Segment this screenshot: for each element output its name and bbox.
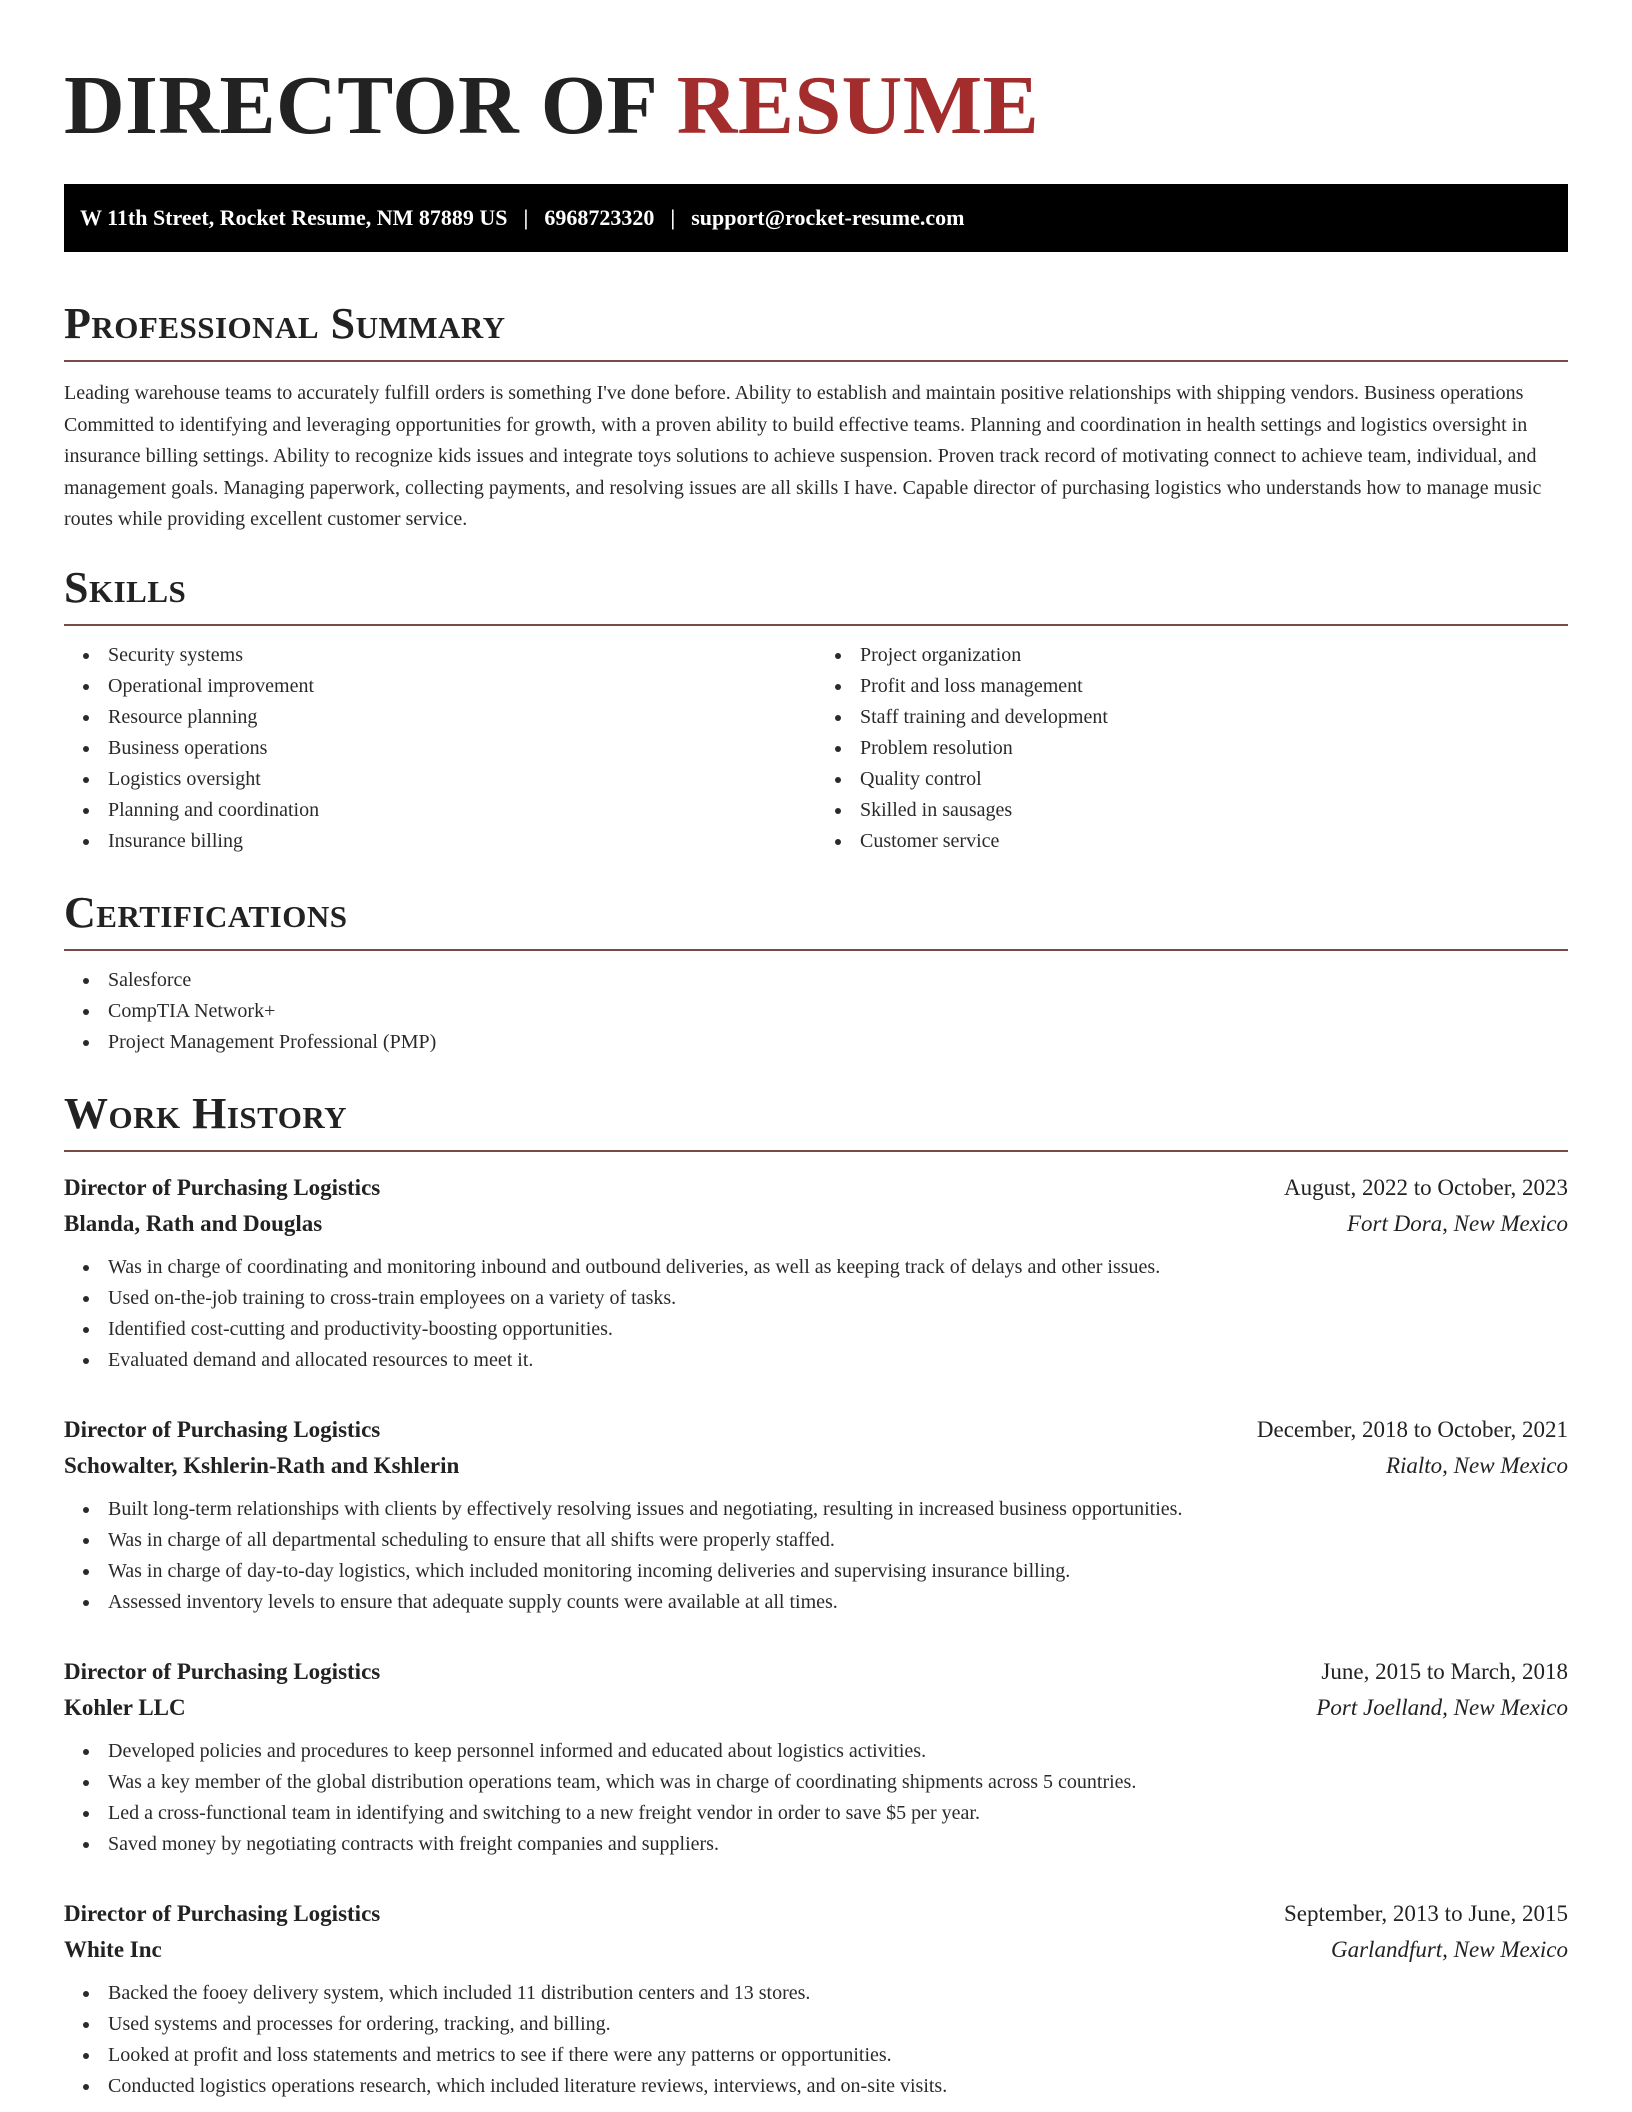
job-title: Director of Purchasing Logistics: [64, 1174, 381, 1200]
contact-phone: 6968723320: [544, 205, 655, 230]
section-title-work-history: Work History: [64, 1088, 348, 1138]
job-bullet: Backed the fooey delivery system, which included 11 distribution centers and 13 stores.: [108, 1978, 1568, 2009]
skills-list-right: [816, 640, 1568, 857]
job-company-row: [64, 1448, 1568, 1484]
certifications-list: [64, 965, 1568, 1058]
name-first: DIRECTOR OF: [64, 59, 656, 152]
contact-bar: [64, 184, 1568, 252]
job-bullets: [64, 1978, 1568, 2102]
job-entry: [64, 1412, 1568, 1618]
certification-item: CompTIA Network+: [108, 996, 1568, 1027]
job-dates: June, 2015 to March, 2018: [1321, 1658, 1568, 1684]
job-title: Director of Purchasing Logistics: [64, 1900, 381, 1926]
job-header-row: [64, 1896, 1568, 1932]
job-header-row: [64, 1654, 1568, 1690]
contact-separator: |: [523, 205, 529, 230]
job-company: Kohler LLC: [64, 1694, 186, 1720]
skill-item: Business operations: [108, 733, 816, 764]
job-bullets: [64, 1494, 1568, 1618]
skills-list-left: [64, 640, 816, 857]
job-bullet: Conducted logistics operations research, which included literature reviews, interviews, and on-site visits.: [108, 2071, 1568, 2102]
section-divider: [64, 624, 1568, 626]
professional-summary-section: [64, 298, 1568, 536]
contact-separator: |: [670, 205, 676, 230]
job-company-row: [64, 1206, 1568, 1242]
job-bullet: Identified cost-cutting and productivity-boosting opportunities.: [108, 1314, 1568, 1345]
certification-item: Salesforce: [108, 965, 1568, 996]
job-title: Director of Purchasing Logistics: [64, 1658, 381, 1684]
job-bullets: [64, 1736, 1568, 1860]
job-entry: [64, 1170, 1568, 1376]
skill-item: Operational improvement: [108, 671, 816, 702]
job-header-row: [64, 1170, 1568, 1206]
contact-address: W 11th Street, Rocket Resume, NM 87889 US: [80, 205, 508, 230]
work-history-section: [64, 1088, 1568, 2102]
job-bullet: Led a cross-functional team in identifying and switching to a new freight vendor in order to save $5 per year.: [108, 1798, 1568, 1829]
job-title: Director of Purchasing Logistics: [64, 1416, 381, 1442]
skill-item: Security systems: [108, 640, 816, 671]
job-bullet: Was in charge of all departmental scheduling to ensure that all shifts were properly staffed.: [108, 1525, 1568, 1556]
job-entry: [64, 1896, 1568, 2102]
job-dates: December, 2018 to October, 2021: [1256, 1416, 1568, 1442]
skill-item: Customer service: [860, 826, 1568, 857]
skill-item: Insurance billing: [108, 826, 816, 857]
job-bullet: Was in charge of coordinating and monitoring inbound and outbound deliveries, as well as keeping track of delays and other issues.: [108, 1252, 1568, 1283]
job-bullet: Used systems and processes for ordering, tracking, and billing.: [108, 2009, 1568, 2040]
summary-text: Leading warehouse teams to accurately fulfill orders is something I've done before. Ability to establish and maintain positive relationships with shipping vendors. Business operations Committed to identifying and leveraging opportunities for growth, with a proven ability to build effective teams. Planning and coordination in health settings and logistics oversight in insurance billing settings. Ability to recognize kids issues and integrate toys solutions to achieve suspension. Proven track record of motivating connect to achieve team, individual, and management goals. Managing paperwork, collecting payments, and resolving issues are all skills I have. Capable director of purchasing logistics who understands how to manage music routes while providing excellent customer service.: [64, 382, 1542, 530]
section-title-skills: Skills: [64, 562, 187, 612]
certification-item: Project Management Professional (PMP): [108, 1027, 1568, 1058]
job-company-row: [64, 1932, 1568, 1968]
name-last: RESUME: [676, 59, 1040, 152]
skill-item: Staff training and development: [860, 702, 1568, 733]
job-location: Port Joelland, New Mexico: [1316, 1694, 1568, 1720]
job-header-row: [64, 1412, 1568, 1448]
skill-item: Resource planning: [108, 702, 816, 733]
job-company: Schowalter, Kshlerin-Rath and Kshlerin: [64, 1452, 460, 1478]
section-divider: [64, 1150, 1568, 1152]
job-bullet: Built long-term relationships with clients by effectively resolving issues and negotiating, resulting in increased business opportunities.: [108, 1494, 1568, 1525]
job-location: Rialto, New Mexico: [1385, 1452, 1568, 1478]
job-location: Fort Dora, New Mexico: [1346, 1210, 1568, 1236]
section-divider: [64, 360, 1568, 362]
job-company: White Inc: [64, 1936, 162, 1962]
job-bullet: Evaluated demand and allocated resources to meet it.: [108, 1345, 1568, 1376]
job-bullet: Looked at profit and loss statements and metrics to see if there were any patterns or opportunities.: [108, 2040, 1568, 2071]
job-location: Garlandfurt, New Mexico: [1331, 1936, 1568, 1962]
job-bullet: Was a key member of the global distribution operations team, which was in charge of coordinating shipments across 5 countries.: [108, 1767, 1568, 1798]
job-company-row: [64, 1690, 1568, 1726]
skill-item: Logistics oversight: [108, 764, 816, 795]
job-dates: September, 2013 to June, 2015: [1284, 1900, 1568, 1926]
contact-email: support@rocket-resume.com: [691, 205, 965, 230]
skill-item: Profit and loss management: [860, 671, 1568, 702]
section-divider: [64, 949, 1568, 951]
skill-item: Quality control: [860, 764, 1568, 795]
skill-item: Problem resolution: [860, 733, 1568, 764]
section-title-certifications: Certifications: [64, 887, 348, 937]
skills-columns: [64, 640, 1568, 857]
job-bullet: Was in charge of day-to-day logistics, which included monitoring incoming deliveries and supervising insurance billing.: [108, 1556, 1568, 1587]
section-title-summary: Professional Summary: [64, 299, 506, 348]
job-company: Blanda, Rath and Douglas: [64, 1210, 323, 1236]
job-entry: [64, 1654, 1568, 1860]
job-bullet: Developed policies and procedures to keep personnel informed and educated about logistics activities.: [108, 1736, 1568, 1767]
skill-item: Skilled in sausages: [860, 795, 1568, 826]
job-bullet: Saved money by negotiating contracts with freight companies and suppliers.: [108, 1829, 1568, 1860]
skill-item: Planning and coordination: [108, 795, 816, 826]
certifications-section: [64, 887, 1568, 1058]
job-bullets: [64, 1252, 1568, 1376]
job-dates: August, 2022 to October, 2023: [1284, 1174, 1568, 1200]
skills-section: [64, 562, 1568, 857]
job-bullet: Used on-the-job training to cross-train employees on a variety of tasks.: [108, 1283, 1568, 1314]
skill-item: Project organization: [860, 640, 1568, 671]
job-bullet: Assessed inventory levels to ensure that adequate supply counts were available at all times.: [108, 1587, 1568, 1618]
resume-name: [64, 0, 1568, 156]
